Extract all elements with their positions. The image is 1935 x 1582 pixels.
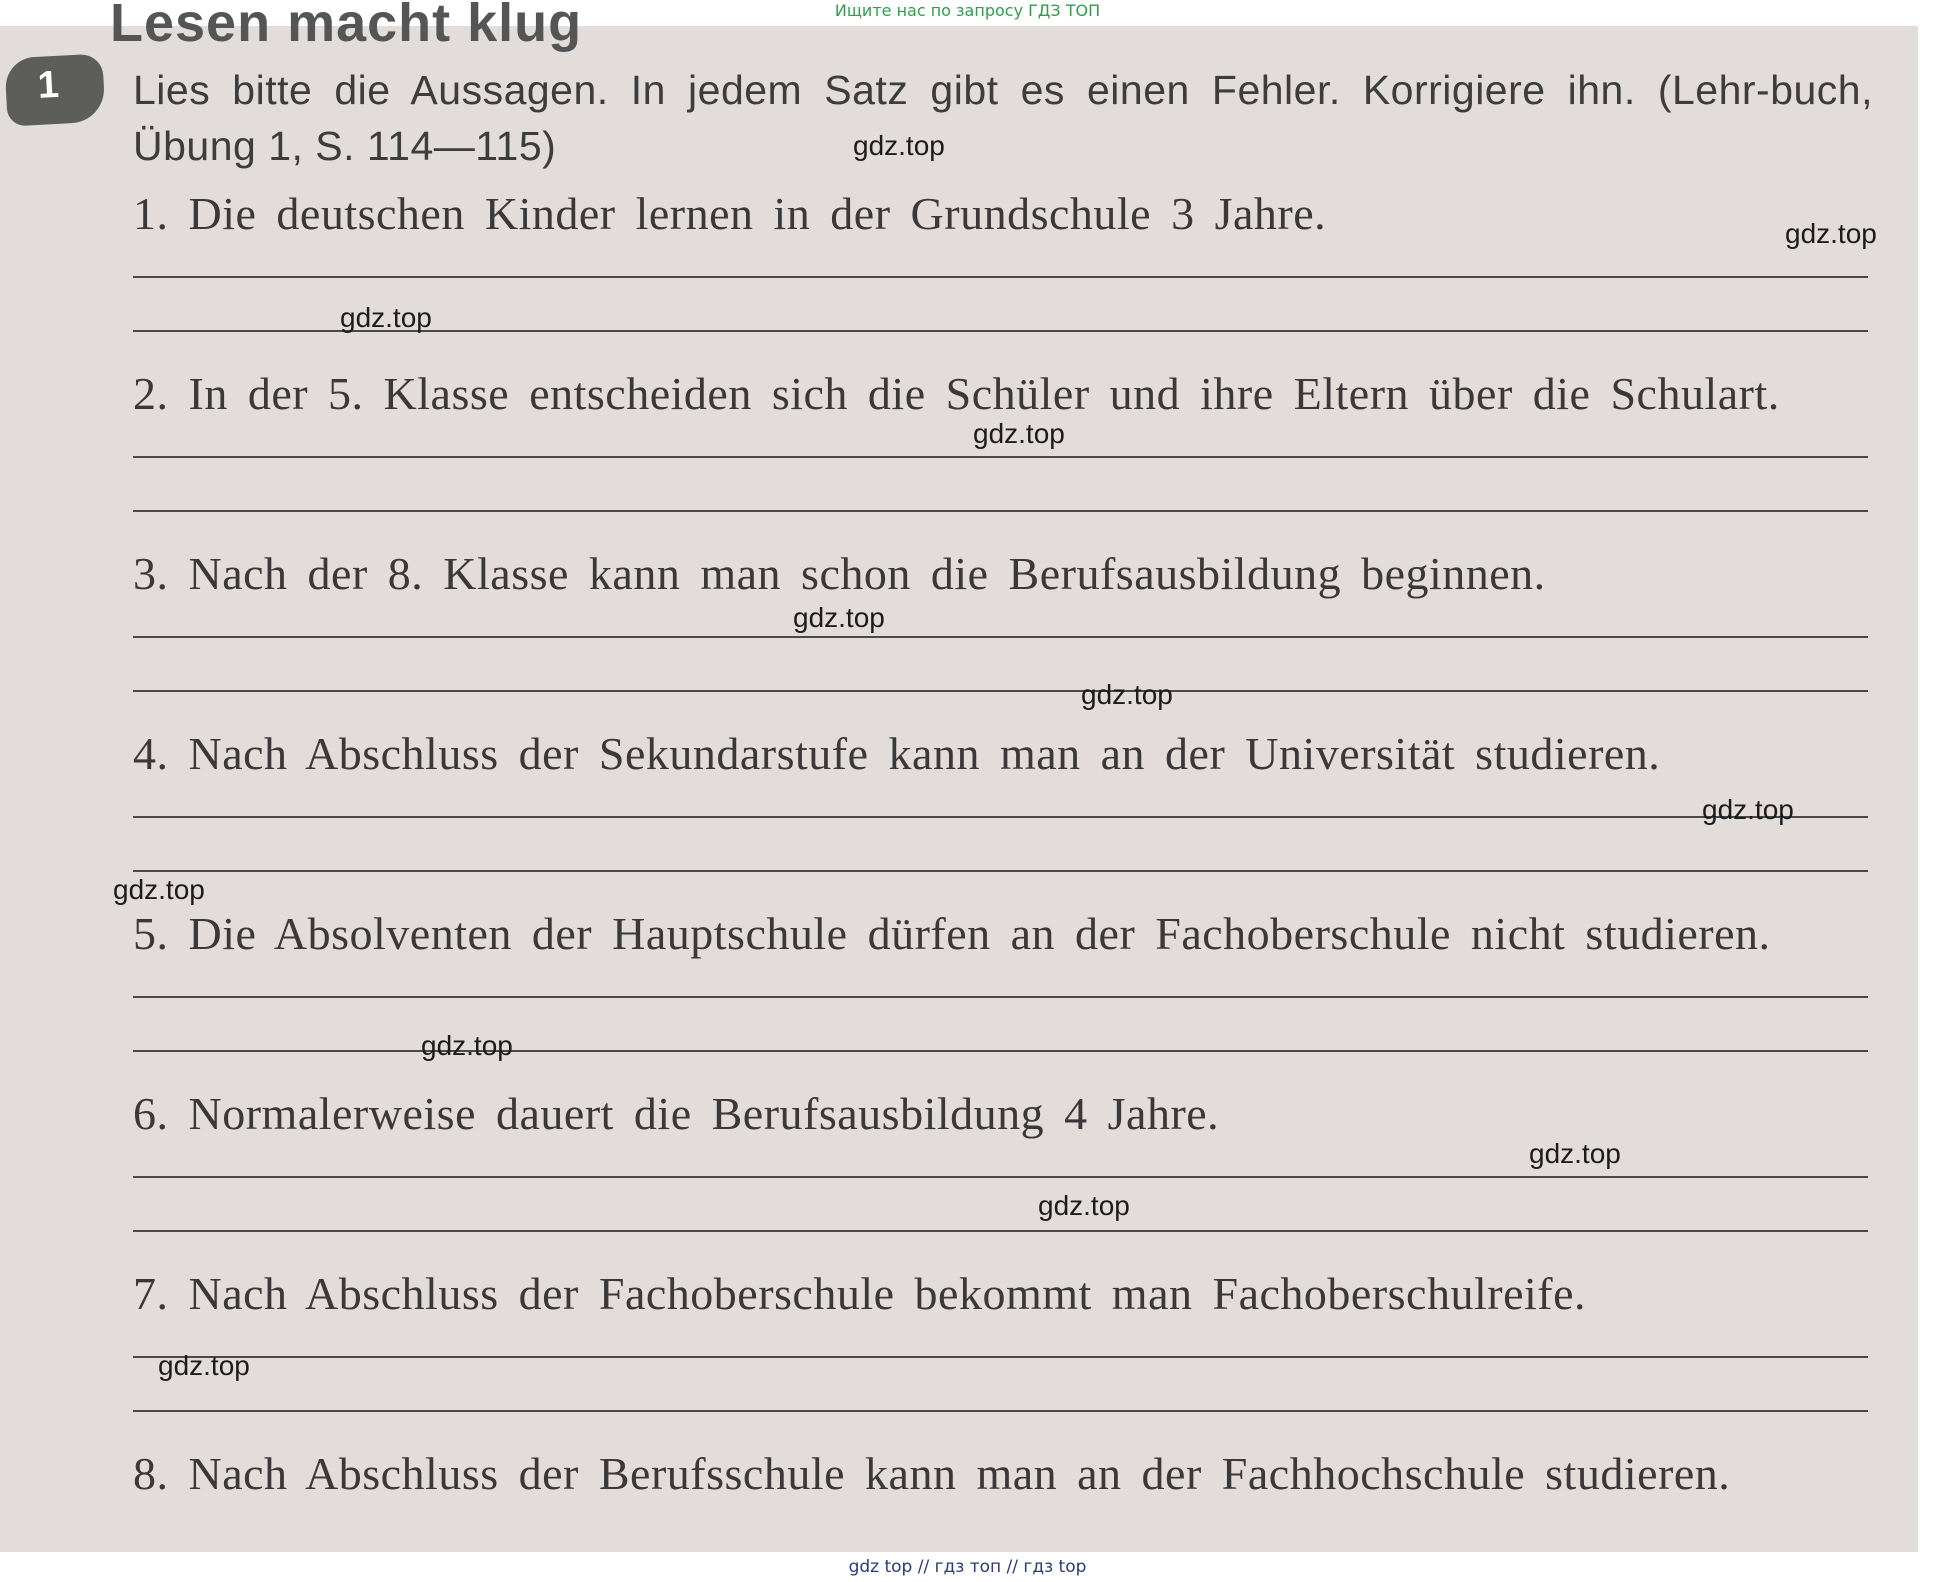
watermark: gdz.top: [421, 1030, 513, 1061]
exercise-item: [133, 1446, 1868, 1502]
task-number: 1: [36, 63, 60, 107]
exercise-item: [133, 1086, 1868, 1142]
watermark: gdz.top: [1529, 1138, 1621, 1169]
answer-line[interactable]: [133, 1050, 1868, 1052]
watermark: gdz.top: [973, 418, 1065, 449]
answer-line[interactable]: [133, 456, 1868, 458]
answer-line[interactable]: [133, 1356, 1868, 1358]
exercise-item: [133, 1266, 1868, 1322]
statement-text: 2. In der 5. Klasse entscheiden sich die Schüler und ihre Eltern über die Schulart.: [133, 368, 1780, 419]
answer-line[interactable]: [133, 1176, 1868, 1178]
statement-text: 4. Nach Abschluss der Sekundarstufe kann man an der Universität studieren.: [133, 728, 1661, 779]
task-instruction: Lies bitte die Aussagen. In jedem Satz gibt es einen Fehler. Korrigiere ihn. (Lehr-buch, Übung 1, S. 114—115): [133, 67, 1873, 169]
watermark: gdz.top: [1038, 1190, 1130, 1221]
answer-line[interactable]: [133, 510, 1868, 512]
watermark: gdz.top: [793, 602, 885, 633]
answer-line[interactable]: [133, 996, 1868, 998]
statement-text: 1. Die deutschen Kinder lernen in der Grundschule 3 Jahre.: [133, 188, 1327, 239]
watermark: gdz.top: [1702, 794, 1794, 825]
answer-line[interactable]: [133, 276, 1868, 278]
task-number-badge: [4, 53, 105, 126]
exercise-item: [133, 546, 1868, 602]
watermark: gdz.top: [853, 130, 945, 161]
statement-text: 5. Die Absolventen der Hauptschule dürfen an der Fachoberschule nicht studieren.: [133, 908, 1771, 959]
statement-text: 7. Nach Abschluss der Fachoberschule bekommt man Fachoberschulreife.: [133, 1268, 1586, 1319]
statement-text: 6. Normalerweise dauert die Berufsausbildung 4 Jahre.: [133, 1088, 1220, 1139]
watermark: gdz.top: [113, 874, 205, 905]
answer-line[interactable]: [133, 636, 1868, 638]
statement-text: 8. Nach Abschluss der Berufsschule kann man an der Fachhochschule studieren.: [133, 1448, 1731, 1499]
watermark: gdz.top: [1081, 679, 1173, 710]
answer-line[interactable]: [133, 1410, 1868, 1412]
exercise-item: [133, 906, 1868, 962]
answer-line[interactable]: [133, 816, 1868, 818]
exercise-item: [133, 726, 1868, 782]
watermark: gdz.top: [340, 302, 432, 333]
bottom-banner[interactable]: gdz top // гдз топ // гдз top: [0, 1552, 1935, 1582]
answer-line[interactable]: [133, 690, 1868, 692]
watermark: gdz.top: [158, 1350, 250, 1381]
answer-line[interactable]: [133, 1230, 1868, 1232]
exercise-item: [133, 366, 1868, 422]
answer-line[interactable]: [133, 870, 1868, 872]
top-banner[interactable]: Ищите нас по запросу ГДЗ ТОП: [0, 0, 1935, 26]
exercise-item: [133, 186, 1868, 242]
lesson-title: Lesen macht klug: [110, 0, 583, 53]
watermark: gdz.top: [1785, 218, 1877, 249]
statement-text: 3. Nach der 8. Klasse kann man schon die Berufsausbildung beginnen.: [133, 548, 1546, 599]
